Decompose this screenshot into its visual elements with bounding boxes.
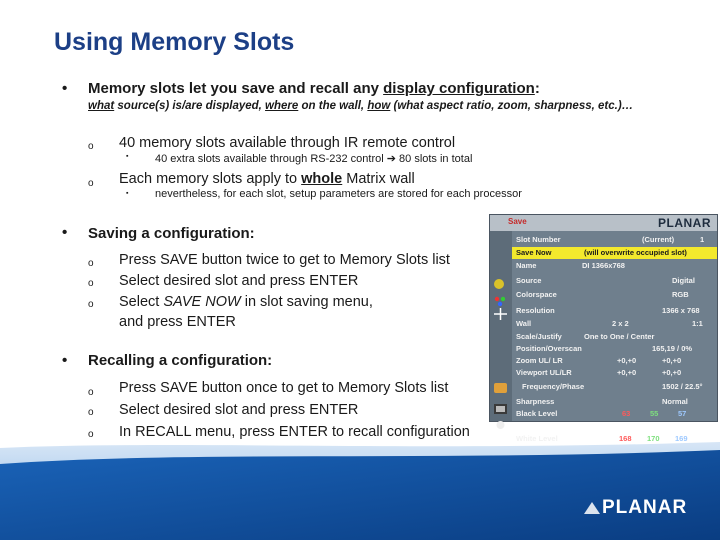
save-step-3	[119, 292, 373, 312]
level-icon	[494, 417, 507, 427]
red-value: 168	[619, 434, 632, 443]
row-value: +0,+0	[662, 356, 682, 365]
text: Each memory slots apply to	[119, 171, 302, 187]
green-value: 55	[650, 409, 659, 418]
planar-logo-icon	[582, 500, 602, 516]
osd-row-black-level[interactable]	[512, 408, 717, 420]
row-label: Slot Number	[516, 235, 561, 244]
blue-value: 169	[675, 434, 688, 443]
row-value: Digital	[672, 276, 695, 285]
osd-row[interactable]	[512, 260, 717, 272]
row-value: DI 1366x768	[582, 261, 625, 270]
row-value: +0,+0	[617, 356, 637, 365]
bullet-memory-slots	[88, 80, 540, 97]
source-icon	[494, 279, 504, 289]
bullet-memory-slots-detail	[88, 99, 698, 114]
text: Memory slots let you save and recall any	[88, 80, 384, 97]
circle-bullet: o	[88, 141, 94, 152]
underlined-text: display configuration	[383, 80, 535, 97]
circle-bullet: o	[88, 178, 94, 189]
text: 80 slots in total	[395, 153, 473, 165]
item-whole-wall	[119, 169, 415, 189]
footer-brand: PLANAR	[602, 497, 688, 518]
footer-wave	[0, 440, 720, 540]
osd-row[interactable]	[512, 355, 717, 367]
page-title: Using Memory Slots	[54, 28, 295, 56]
save-step-2: Select desired slot and press ENTER	[119, 273, 359, 289]
row-value: (will overwrite occupied slot)	[584, 248, 687, 257]
row-value: 2 x 2	[612, 319, 629, 328]
osd-row[interactable]	[512, 305, 717, 317]
text: :	[534, 80, 540, 97]
osd-row[interactable]	[512, 318, 717, 330]
row-label: Zoom UL/ LR	[516, 356, 563, 365]
row-label: Viewport UL/LR	[516, 368, 572, 377]
u-where: where	[265, 100, 299, 112]
row-value: 1	[700, 235, 705, 244]
row-label: Scale/Justify	[516, 332, 562, 341]
row-value: 1366 x 768	[662, 306, 700, 315]
row-value: 1502 / 22.5°	[662, 382, 703, 391]
osd-row[interactable]	[512, 331, 717, 343]
resolution-icon	[494, 307, 507, 317]
circle-bullet: o	[88, 258, 94, 269]
osd-row[interactable]	[512, 367, 717, 379]
row-value: Normal	[662, 397, 688, 406]
text: source(s) is/are displayed,	[114, 100, 266, 112]
osd-brand: PLANAR	[658, 216, 711, 230]
osd-row-save-now[interactable]	[512, 247, 717, 259]
text: 40 extra slots available through RS-232 control	[155, 153, 387, 165]
osd-row[interactable]	[512, 275, 717, 287]
arrow-icon: ➔	[386, 153, 396, 165]
osd-row[interactable]	[512, 343, 717, 355]
circle-bullet: o	[88, 299, 94, 310]
osd-icon-column	[490, 231, 512, 421]
recall-step-3: In RECALL menu, press ENTER to recall configuration	[119, 424, 470, 440]
row-value: 1:1	[692, 319, 703, 328]
row-label: Source	[516, 276, 542, 285]
blue-value: 57	[678, 409, 687, 418]
green-value: 170	[647, 434, 660, 443]
circle-bullet: o	[88, 387, 94, 398]
bullet-dot: •	[62, 352, 68, 369]
text: on the wall,	[298, 100, 368, 112]
osd-row[interactable]	[512, 381, 717, 393]
row-label: Name	[516, 261, 537, 270]
frequency-icon	[494, 383, 507, 393]
u-what: what	[88, 100, 115, 112]
osd-row[interactable]	[512, 234, 717, 246]
row-label: Sharpness	[516, 397, 555, 406]
circle-bullet: o	[88, 407, 94, 418]
underlined-text: whole	[301, 171, 343, 187]
row-value: +0,+0	[617, 368, 637, 377]
row-label: Wall	[516, 319, 532, 328]
square-bullet: ▪	[126, 153, 129, 160]
save-step-3-cont: and press ENTER	[119, 314, 236, 330]
row-label: White Level	[516, 434, 558, 443]
save-step-1: Press SAVE button twice to get to Memory Slots list	[119, 252, 450, 268]
text: in slot saving menu,	[240, 294, 373, 310]
colorspace-icon	[494, 293, 507, 303]
osd-row[interactable]	[512, 289, 717, 301]
bullet-dot: •	[62, 80, 68, 97]
circle-bullet: o	[88, 278, 94, 289]
osd-save-menu	[489, 214, 718, 422]
heading-recalling: Recalling a configuration:	[88, 352, 273, 369]
sharpness-icon	[494, 401, 507, 411]
recall-step-2: Select desired slot and press ENTER	[119, 402, 359, 418]
row-label: Frequency/Phase	[522, 382, 585, 391]
item-per-processor: nevertheless, for each slot, setup parameters are stored for each processor	[155, 188, 522, 200]
row-label: Resolution	[516, 306, 555, 315]
row-label: Save Now	[516, 248, 552, 257]
red-value: 63	[622, 409, 631, 418]
osd-header	[490, 215, 717, 231]
text: (what aspect ratio, zoom, sharpness, etc.)…	[390, 100, 634, 112]
osd-row[interactable]	[512, 396, 717, 408]
square-bullet: ▪	[126, 190, 129, 197]
item-40-slots: 40 memory slots available through IR remote control	[119, 135, 456, 151]
text: Select	[119, 294, 164, 310]
row-value: RGB	[672, 290, 689, 299]
row-value: One to One / Center	[584, 332, 655, 341]
bullet-dot: •	[62, 224, 68, 241]
osd-menu-title: Save	[508, 217, 527, 226]
row-value: (Current)	[642, 235, 675, 244]
circle-bullet: o	[88, 429, 94, 440]
footer-logo	[582, 497, 687, 519]
row-value: 165,19 / 0%	[652, 344, 693, 353]
row-label: Colorspace	[516, 290, 557, 299]
recall-step-1: Press SAVE button once to get to Memory Slots list	[119, 380, 449, 396]
u-how: how	[367, 100, 391, 112]
item-extra-slots	[155, 152, 472, 165]
italic-text: SAVE NOW	[163, 294, 241, 310]
text: Matrix wall	[342, 171, 415, 187]
heading-saving: Saving a configuration:	[88, 225, 255, 242]
row-label: Position/Overscan	[516, 344, 582, 353]
row-label: Black Level	[516, 409, 558, 418]
row-value: +0,+0	[662, 368, 682, 377]
